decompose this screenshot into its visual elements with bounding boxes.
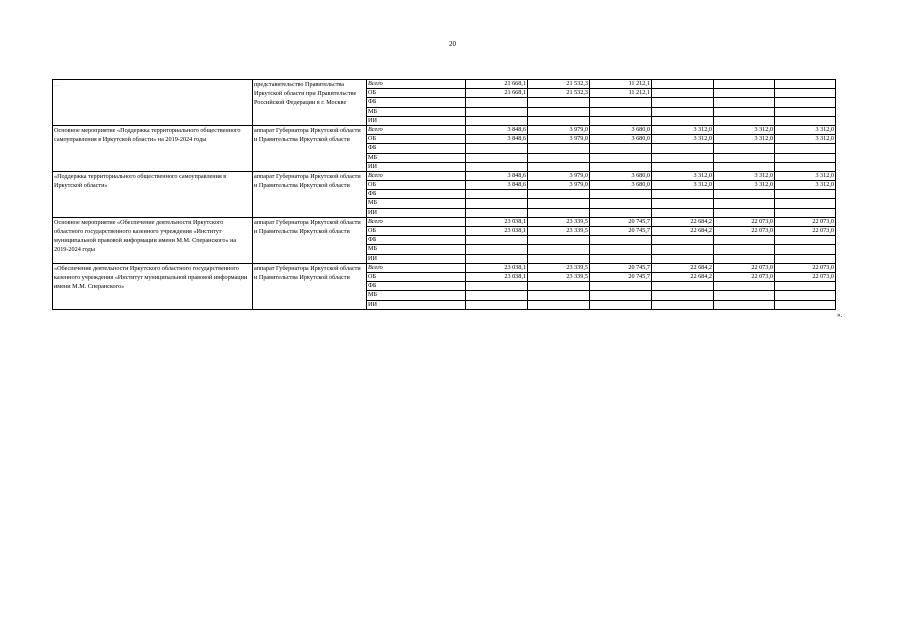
amount-cell xyxy=(528,245,590,254)
amount-cell: 3 312,0 xyxy=(775,181,836,190)
funding-source-cell: Всего xyxy=(367,171,466,180)
funding-source-cell: МБ xyxy=(367,245,466,254)
amount-cell xyxy=(590,282,652,291)
amount-cell xyxy=(528,190,590,199)
amount-cell xyxy=(528,291,590,300)
amount-cell xyxy=(590,144,652,153)
amount-cell xyxy=(528,300,590,309)
amount-cell: 23 038,1 xyxy=(466,217,528,226)
amount-cell xyxy=(714,291,775,300)
funding-source-cell: Всего xyxy=(367,125,466,134)
amount-cell xyxy=(590,107,652,116)
amount-cell: 3 312,0 xyxy=(714,125,775,134)
executor-cell: аппарат Губернатора Иркутской области и Правительства Иркутской области xyxy=(253,263,367,309)
amount-cell xyxy=(775,190,836,199)
table-row xyxy=(53,171,836,180)
amount-cell: 21 532,3 xyxy=(528,89,590,98)
amount-cell: 3 848,6 xyxy=(466,135,528,144)
funding-source-cell: ИИ xyxy=(367,254,466,263)
amount-cell xyxy=(775,199,836,208)
amount-cell: 3 312,0 xyxy=(652,171,714,180)
amount-cell: 21 668,1 xyxy=(466,80,528,89)
amount-cell: 3 312,0 xyxy=(714,181,775,190)
amount-cell xyxy=(714,162,775,171)
amount-cell: 11 212,1 xyxy=(590,89,652,98)
amount-cell xyxy=(714,98,775,107)
amount-cell xyxy=(775,282,836,291)
executor-cell: аппарат Губернатора Иркутской области и Правительства Иркутской области xyxy=(253,217,367,263)
table-row xyxy=(53,217,836,226)
amount-cell xyxy=(590,190,652,199)
amount-cell xyxy=(528,282,590,291)
amount-cell: 23 339,5 xyxy=(528,227,590,236)
amount-cell xyxy=(528,107,590,116)
amount-cell: 3 848,6 xyxy=(466,171,528,180)
activity-name-cell: «Поддержка территориального общественного самоуправления в Иркутской области» xyxy=(53,171,253,217)
amount-cell xyxy=(528,153,590,162)
amount-cell xyxy=(775,300,836,309)
amount-cell xyxy=(528,236,590,245)
amount-cell xyxy=(652,199,714,208)
amount-cell: 3 848,6 xyxy=(466,125,528,134)
amount-cell: 3 312,0 xyxy=(775,125,836,134)
amount-cell xyxy=(714,107,775,116)
amount-cell xyxy=(590,199,652,208)
amount-cell: 3 312,0 xyxy=(775,171,836,180)
funding-source-cell: ФБ xyxy=(367,144,466,153)
table-row xyxy=(53,125,836,134)
amount-cell xyxy=(652,190,714,199)
amount-cell xyxy=(775,89,836,98)
amount-cell xyxy=(714,153,775,162)
amount-cell: 22 073,0 xyxy=(714,272,775,281)
funding-source-cell: МБ xyxy=(367,153,466,162)
funding-source-cell: ОБ xyxy=(367,272,466,281)
amount-cell xyxy=(775,236,836,245)
activity-name-cell: Основное мероприятие «Поддержка территориального общественного самоуправления в Иркутской области» на 2019-2024 годы xyxy=(53,125,253,171)
amount-cell xyxy=(466,208,528,217)
amount-cell: 23 038,1 xyxy=(466,272,528,281)
amount-cell xyxy=(466,291,528,300)
amount-cell: 3 312,0 xyxy=(775,135,836,144)
amount-cell xyxy=(714,208,775,217)
amount-cell: 3 312,0 xyxy=(652,135,714,144)
amount-cell xyxy=(652,80,714,89)
amount-cell: 22 073,0 xyxy=(775,227,836,236)
amount-cell xyxy=(714,80,775,89)
amount-cell xyxy=(590,116,652,125)
amount-cell xyxy=(528,144,590,153)
budget-table xyxy=(52,79,836,310)
funding-source-cell: ИИ xyxy=(367,208,466,217)
funding-source-cell: ФБ xyxy=(367,98,466,107)
funding-source-cell: Всего xyxy=(367,80,466,89)
funding-source-cell: Всего xyxy=(367,263,466,272)
amount-cell: 20 745,7 xyxy=(590,217,652,226)
amount-cell xyxy=(466,199,528,208)
amount-cell xyxy=(652,245,714,254)
amount-cell: 3 979,0 xyxy=(528,181,590,190)
amount-cell xyxy=(714,282,775,291)
amount-cell xyxy=(590,245,652,254)
amount-cell xyxy=(714,245,775,254)
amount-cell: 22 073,0 xyxy=(775,272,836,281)
amount-cell: 11 212,1 xyxy=(590,80,652,89)
amount-cell: 3 979,0 xyxy=(528,125,590,134)
amount-cell xyxy=(652,291,714,300)
amount-cell: 21 532,3 xyxy=(528,80,590,89)
amount-cell xyxy=(590,254,652,263)
executor-cell: аппарат Губернатора Иркутской области и Правительства Иркутской области xyxy=(253,171,367,217)
amount-cell xyxy=(652,153,714,162)
amount-cell xyxy=(466,236,528,245)
amount-cell xyxy=(466,98,528,107)
amount-cell: 23 339,5 xyxy=(528,217,590,226)
amount-cell: 3 680,0 xyxy=(590,181,652,190)
amount-cell xyxy=(652,144,714,153)
funding-source-cell: ФБ xyxy=(367,190,466,199)
amount-cell xyxy=(714,190,775,199)
amount-cell xyxy=(714,254,775,263)
funding-source-cell: МБ xyxy=(367,291,466,300)
amount-cell: 3 312,0 xyxy=(714,135,775,144)
amount-cell xyxy=(590,291,652,300)
amount-cell: 3 312,0 xyxy=(652,181,714,190)
amount-cell xyxy=(466,153,528,162)
funding-source-cell: ИИ xyxy=(367,116,466,125)
amount-cell: 22 684,2 xyxy=(652,263,714,272)
amount-cell xyxy=(652,282,714,291)
amount-cell xyxy=(466,282,528,291)
amount-cell xyxy=(590,236,652,245)
page-number: 20 xyxy=(449,40,456,48)
amount-cell xyxy=(775,107,836,116)
amount-cell xyxy=(714,300,775,309)
amount-cell xyxy=(528,162,590,171)
amount-cell: 3 680,0 xyxy=(590,135,652,144)
amount-cell xyxy=(466,144,528,153)
amount-cell xyxy=(466,107,528,116)
amount-cell: 20 745,7 xyxy=(590,263,652,272)
amount-cell xyxy=(466,245,528,254)
amount-cell: 22 684,2 xyxy=(652,217,714,226)
amount-cell xyxy=(775,291,836,300)
amount-cell: 22 684,2 xyxy=(652,227,714,236)
amount-cell: 21 668,1 xyxy=(466,89,528,98)
amount-cell: 3 848,6 xyxy=(466,181,528,190)
amount-cell: 20 745,7 xyxy=(590,272,652,281)
amount-cell xyxy=(775,144,836,153)
amount-cell xyxy=(590,208,652,217)
amount-cell: 3 680,0 xyxy=(590,125,652,134)
executor-cell: представительство Правительства Иркутской области при Правительстве Российской Федерации в г. Москве xyxy=(253,80,367,126)
amount-cell xyxy=(775,153,836,162)
amount-cell xyxy=(714,144,775,153)
amount-cell xyxy=(528,208,590,217)
table-row xyxy=(53,263,836,272)
amount-cell xyxy=(775,80,836,89)
amount-cell xyxy=(714,89,775,98)
amount-cell xyxy=(652,300,714,309)
amount-cell: 22 073,0 xyxy=(714,263,775,272)
amount-cell: 22 073,0 xyxy=(714,217,775,226)
amount-cell xyxy=(466,300,528,309)
funding-source-cell: ИИ xyxy=(367,162,466,171)
amount-cell xyxy=(775,116,836,125)
amount-cell xyxy=(466,190,528,199)
funding-source-cell: Всего xyxy=(367,217,466,226)
funding-source-cell: ИИ xyxy=(367,300,466,309)
funding-source-cell: МБ xyxy=(367,199,466,208)
amount-cell: 22 073,0 xyxy=(775,217,836,226)
funding-source-cell: ФБ xyxy=(367,282,466,291)
amount-cell: 3 680,0 xyxy=(590,171,652,180)
amount-cell: 23 038,1 xyxy=(466,263,528,272)
amount-cell xyxy=(775,162,836,171)
amount-cell: 3 979,0 xyxy=(528,171,590,180)
amount-cell xyxy=(652,89,714,98)
amount-cell xyxy=(590,162,652,171)
funding-source-cell: ОБ xyxy=(367,135,466,144)
amount-cell xyxy=(652,116,714,125)
amount-cell xyxy=(714,116,775,125)
amount-cell xyxy=(528,116,590,125)
amount-cell: 22 073,0 xyxy=(714,227,775,236)
amount-cell xyxy=(652,162,714,171)
amount-cell xyxy=(775,98,836,107)
closing-quote-mark: ». xyxy=(837,311,843,319)
amount-cell xyxy=(775,245,836,254)
amount-cell xyxy=(590,300,652,309)
amount-cell xyxy=(528,199,590,208)
amount-cell xyxy=(714,236,775,245)
amount-cell xyxy=(466,116,528,125)
amount-cell: 23 339,5 xyxy=(528,263,590,272)
amount-cell xyxy=(652,98,714,107)
activity-name-cell: «Обеспечение деятельности Иркутского областного государственного казенного учреждения «Институт муниципальной правовой информации имени М.М. Сперанского» xyxy=(53,263,253,309)
amount-cell xyxy=(652,208,714,217)
amount-cell xyxy=(652,236,714,245)
amount-cell xyxy=(775,208,836,217)
amount-cell xyxy=(714,199,775,208)
amount-cell xyxy=(590,98,652,107)
funding-source-cell: ОБ xyxy=(367,227,466,236)
amount-cell xyxy=(775,254,836,263)
amount-cell xyxy=(590,153,652,162)
amount-cell: 3 312,0 xyxy=(714,171,775,180)
funding-source-cell: МБ xyxy=(367,107,466,116)
amount-cell: 3 312,0 xyxy=(652,125,714,134)
amount-cell xyxy=(652,107,714,116)
funding-source-cell: ОБ xyxy=(367,181,466,190)
amount-cell: 23 339,5 xyxy=(528,272,590,281)
funding-source-cell: ОБ xyxy=(367,89,466,98)
amount-cell xyxy=(466,254,528,263)
amount-cell xyxy=(528,254,590,263)
table-row xyxy=(53,80,836,89)
amount-cell xyxy=(466,162,528,171)
activity-name-cell: Основное мероприятие «Обеспечение деятельности Иркутского областного государственного казенного учреждения «Институт муниципальной правовой информации имени М.М. Сперанского» на 2019-2024 годы xyxy=(53,217,253,263)
amount-cell xyxy=(528,98,590,107)
activity-name-cell: ... xyxy=(53,80,253,126)
amount-cell: 22 684,2 xyxy=(652,272,714,281)
amount-cell: 22 073,0 xyxy=(775,263,836,272)
amount-cell: 3 979,0 xyxy=(528,135,590,144)
amount-cell xyxy=(652,254,714,263)
executor-cell: аппарат Губернатора Иркутской области и Правительства Иркутской области xyxy=(253,125,367,171)
amount-cell: 20 745,7 xyxy=(590,227,652,236)
funding-source-cell: ФБ xyxy=(367,236,466,245)
amount-cell: 23 038,1 xyxy=(466,227,528,236)
